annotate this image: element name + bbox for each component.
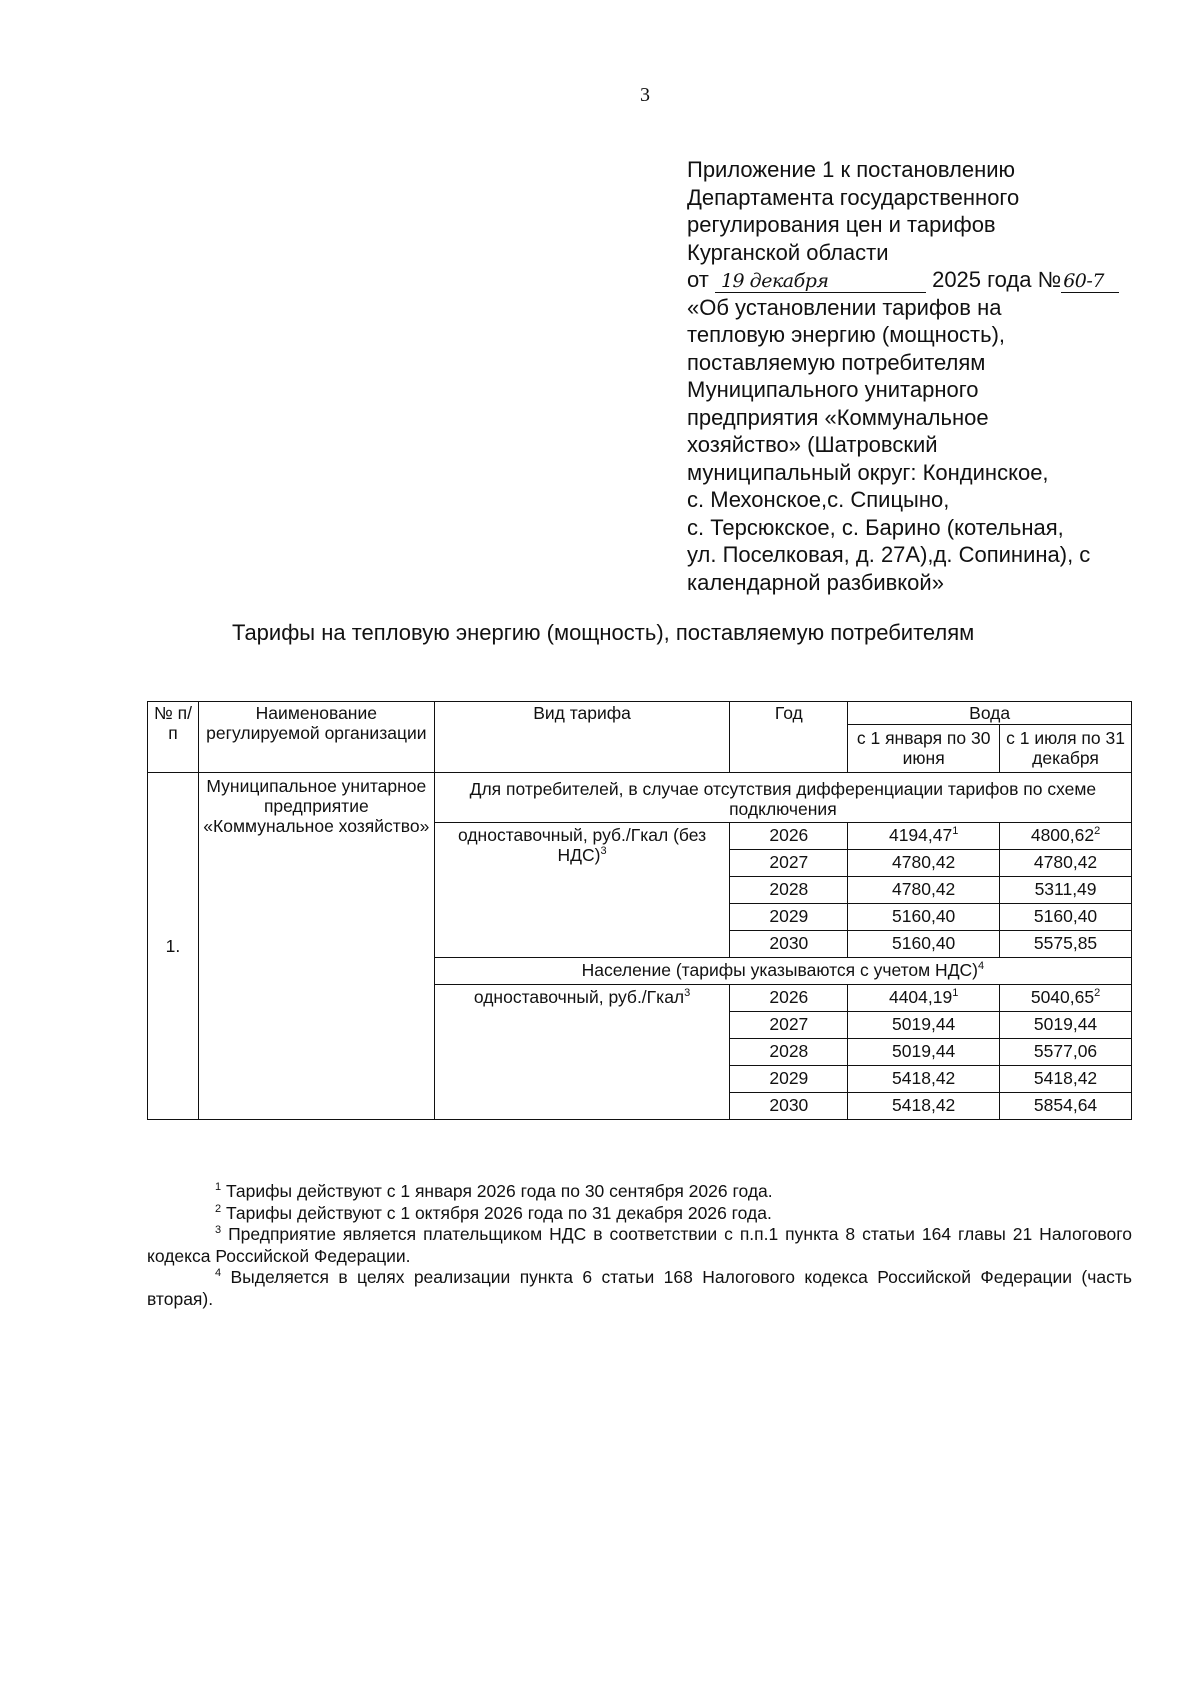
footnote-text: Выделяется в целях реализации пункта 6 статьи 168 Налогового кодекса Российской Федерации (часть вторая). <box>147 1267 1132 1309</box>
value-h2: 5311,49 <box>1000 877 1132 904</box>
footnote-ref: 1 <box>952 987 959 999</box>
handwritten-date: 19 декабря <box>715 270 926 293</box>
section-1-title: Для потребителей, в случае отсутствия дифференциации тарифов по схеме подключения <box>434 773 1131 823</box>
header-row <box>148 702 1132 725</box>
from-label: от <box>687 267 709 292</box>
appendix-title-line: предприятия «Коммунальное <box>687 404 989 430</box>
value-h2: 5577,06 <box>1000 1039 1132 1066</box>
footnote-text: Тарифы действуют с 1 января 2026 года по 30 сентября 2026 года. <box>226 1181 773 1201</box>
value-text: 4404,19 <box>888 987 953 1007</box>
appendix-title-line: хозяйство» (Шатровский <box>687 432 938 457</box>
section-2-title-text: Население (тарифы указываются с учетом НДС) <box>581 960 979 980</box>
footnote-mark: 1 <box>215 1181 222 1193</box>
footnote-text: Тарифы действуют с 1 октября 2026 года по 31 декабря 2026 года. <box>226 1202 772 1223</box>
appendix-date-line <box>687 266 1157 294</box>
header-tariff-type: Вид тарифа <box>434 702 730 773</box>
year-cell: 2028 <box>730 877 848 904</box>
value-text: 5040,65 <box>1030 987 1095 1007</box>
year-cell: 2030 <box>730 1093 848 1120</box>
appendix-title-line: календарной разбивкой» <box>687 569 944 595</box>
table-heading: Тарифы на тепловую энергию (мощность), поставляемую потребителям <box>232 620 975 645</box>
value-h1: 4780,42 <box>848 877 1000 904</box>
appendix-title-line: Муниципального унитарного <box>687 377 979 402</box>
footnote <box>147 1224 1132 1267</box>
footnote-ref: 4 <box>978 960 985 972</box>
header-period-1: с 1 января по 30 июня <box>848 725 1000 773</box>
value-h2: 5575,85 <box>1000 931 1132 958</box>
value-h2 <box>1000 985 1132 1012</box>
footnote <box>147 1203 1132 1225</box>
appendix-title-line: «Об установлении тарифов на <box>687 294 1002 320</box>
header-period-2: с 1 июля по 31 декабря <box>1000 725 1132 773</box>
header-org: Наименование регулируемой организации <box>198 702 434 773</box>
section-2-title <box>434 958 1131 985</box>
value-text: 4194,47 <box>888 825 953 845</box>
year-cell: 2026 <box>730 823 848 850</box>
value-h1: 5418,42 <box>848 1066 1000 1093</box>
appendix-title-line: с. Терсюкское, с. Барино (котельная, <box>687 514 1064 540</box>
tariff-text: одноставочный, руб./Гкал (без НДС) <box>457 825 707 865</box>
footnote-mark: 3 <box>215 1224 222 1236</box>
value-h1: 5019,44 <box>848 1012 1000 1039</box>
tariff-table <box>147 701 1132 1120</box>
footnote <box>147 1181 1132 1203</box>
year-cell: 2027 <box>730 1012 848 1039</box>
value-text: 4800,62 <box>1030 825 1095 845</box>
appendix-line: Курганской области <box>687 239 889 265</box>
footnote-text: Предприятие является плательщиком НДС в соответствии с п.п.1 пункта 8 статьи 164 главы 21 Налогового кодекса Российской Федерации. <box>147 1224 1132 1266</box>
footnote-ref: 3 <box>600 845 607 857</box>
section-2-tariff <box>434 985 730 1120</box>
footnote-ref: 2 <box>1094 825 1101 837</box>
footnote-mark: 2 <box>215 1202 222 1215</box>
value-h2: 5160,40 <box>1000 904 1132 931</box>
section-title-row <box>148 773 1132 823</box>
header-year: Год <box>730 702 848 773</box>
value-h2: 5854,64 <box>1000 1093 1132 1120</box>
appendix-title-line: с. Мехонское,с. Спицыно, <box>687 487 950 512</box>
footnote <box>147 1267 1132 1310</box>
handwritten-number: 60-7 <box>1061 270 1119 293</box>
appendix-title-line: поставляемую потребителям <box>687 349 986 375</box>
organization-name: Муниципальное унитарное предприятие «Коммунальное хозяйство» <box>198 773 434 1120</box>
value-h1: 5160,40 <box>848 904 1000 931</box>
value-h1 <box>848 823 1000 850</box>
year-text: 2025 года № <box>932 267 1062 292</box>
value-h1: 5418,42 <box>848 1093 1000 1120</box>
header-water: Вода <box>848 702 1132 725</box>
appendix-title-line: тепловую энергию (мощность), <box>687 322 1006 347</box>
appendix-line: Департамента государственного <box>687 184 1020 210</box>
value-h1 <box>848 985 1000 1012</box>
footnotes <box>147 1181 1132 1310</box>
value-h1: 4780,42 <box>848 850 1000 877</box>
section-1-tariff <box>434 823 730 958</box>
header-num: № п/п <box>148 702 199 773</box>
year-cell: 2026 <box>730 985 848 1012</box>
year-cell: 2028 <box>730 1039 848 1066</box>
year-cell: 2029 <box>730 904 848 931</box>
appendix-line: регулирования цен и тарифов <box>687 212 996 237</box>
value-h2: 4780,42 <box>1000 850 1132 877</box>
row-number: 1. <box>148 773 199 1120</box>
footnote-mark: 4 <box>215 1267 222 1279</box>
year-cell: 2030 <box>730 931 848 958</box>
page-number: 3 <box>640 84 650 106</box>
appendix-block <box>687 156 1157 596</box>
value-h1: 5160,40 <box>848 931 1000 958</box>
value-h2 <box>1000 823 1132 850</box>
footnote-ref: 2 <box>1094 987 1101 999</box>
year-cell: 2029 <box>730 1066 848 1093</box>
appendix-line: Приложение 1 к постановлению <box>687 157 1016 182</box>
appendix-title-line: ул. Поселковая, д. 27А),д. Сопинина), с <box>687 542 1091 567</box>
appendix-title-line: муниципальный округ: Кондинское, <box>687 459 1049 485</box>
value-h2: 5019,44 <box>1000 1012 1132 1039</box>
footnote-ref: 1 <box>952 825 959 837</box>
tariff-text: одноставочный, руб./Гкал <box>473 987 685 1007</box>
value-h2: 5418,42 <box>1000 1066 1132 1093</box>
value-h1: 5019,44 <box>848 1039 1000 1066</box>
year-cell: 2027 <box>730 850 848 877</box>
footnote-ref: 3 <box>684 987 691 999</box>
